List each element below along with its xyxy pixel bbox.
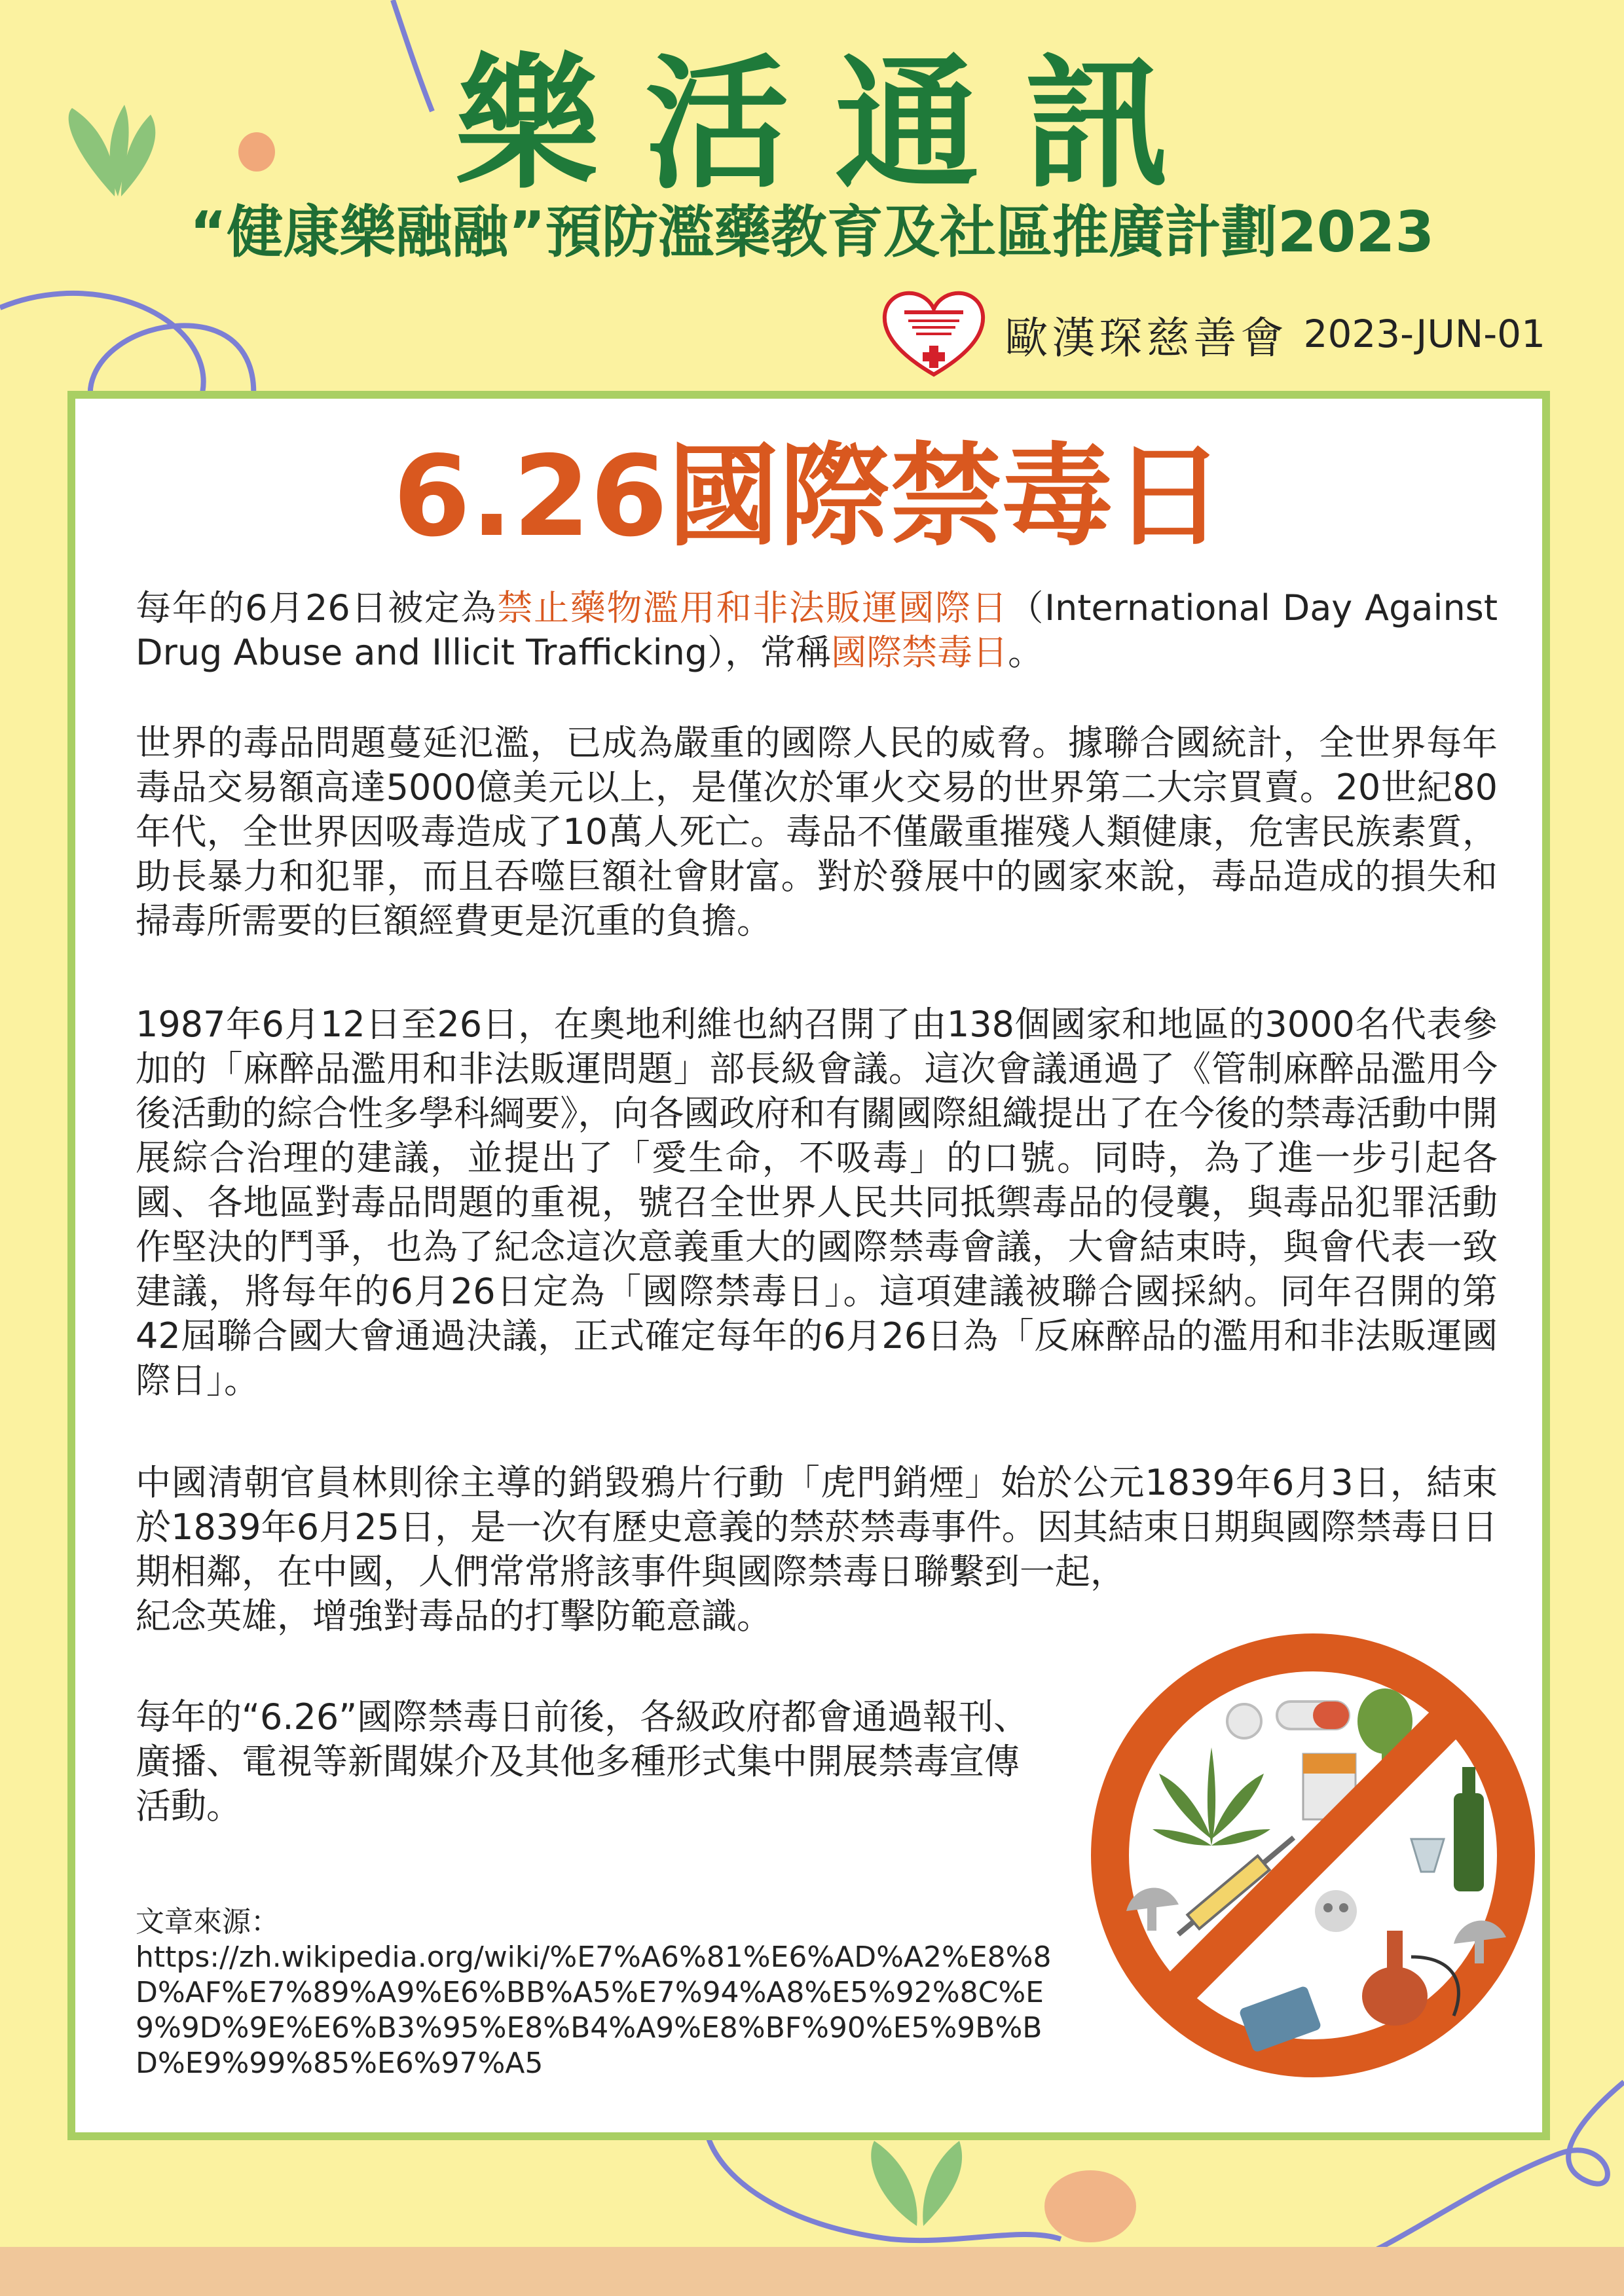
paragraph-3: 1987年6月12日至26日，在奧地利維也納召開了由138個國家和地區的3000名代表參加的「麻醉品濫用和非法販運問題」部長級會議。這次會議通過了《管制麻醉品濫用今後活動的綜合性多學科綱要》，向各國政府和有關國際組織提出了在今後的禁毒活動中開展綜合治理的建議，並提出了「愛生命，不吸毒」的口號。同時，為了進一步引起各國、各地區對毒品問題的重視，號召全世界人民共同抵禦毒品的侵襲，與毒品犯罪活動作堅決的鬥爭，也為了紀念這次意義重大的國際禁毒會議，大會結束時，與會代表一致建議，將每年的6月26日定為「國際禁毒日」。這項建議被聯合國採納。同年召開的第42屆聯合國大會通過決議，正式確定每年的6月26日為「反麻醉品的濫用和非法販運國際日」。 [136,1004,1498,1401]
p4-text-b: 紀念英雄，增強對毒品的打擊防範意識。 [136,1595,772,1637]
issue-date: 2023-JUN-01 [1303,312,1545,356]
paragraph-4 [136,1461,1498,1639]
p1-text-a: 每年的6月26日被定為 [136,587,498,629]
p1-highlight-day-name: 禁止藥物濫用和非法販運國際日 [497,587,1008,629]
paragraph-1 [136,586,1498,675]
source-url: https://zh.wikipedia.org/wiki/%E7%A6%81%E6%AD%A2%E8%8D%AF%E7%89%A9%E6%BB%A5%E7%94%A8%E5%92%8C%E9%9D%9E%E6%B3%95%E8%B4%A9%E8%BF%90%E5%9B%BD%E9%99%85%E6%97%A5 [136,1941,1052,2080]
newsletter-title: 樂活通訊 [454,41,1215,208]
p1-highlight-short-name: 國際禁毒日 [831,632,1008,673]
no-drugs-icon [1087,1630,1539,2081]
paragraph-2: 世界的毒品問題蔓延氾濫，已成為嚴重的國際人民的威脅。據聯合國統計，全世界每年毒品交易額高達5000億美元以上，是僅次於軍火交易的世界第二大宗買賣。20世紀80年代，全世界因吸毒造成了10萬人死亡。毒品不僅嚴重摧殘人類健康，危害民族素質，助長暴力和犯罪，而且吞噬巨額社會財富。對於發展中的國家來說，毒品造成的損失和掃毒所需要的巨額經費更是沉重的負擔。 [136,722,1498,941]
organization-line [878,288,1545,380]
heart-cross-logo-icon [878,288,989,380]
paragraph-5: 每年的“6.26”國際禁毒日前後，各級政府都會通過報刊、廣播、電視等新聞媒介及其他多種形式集中開展禁毒宣傳活動。 [136,1696,1029,1827]
source-citation [136,1904,1052,2081]
source-label: 文章來源： [136,1905,280,1939]
organization-name: 歐漢琛慈善會 [1005,312,1288,363]
program-subtitle: “健康樂融融”預防濫藥教育及社區推廣計劃2023 [189,200,1435,265]
p4-text-a: 中國清朝官員林則徐主導的銷毀鴉片行動「虎門銷煙」始於公元1839年6月3日，結束於1839年6月25日，是一次有歷史意義的禁菸禁毒事件。因其結束日期與國際禁毒日日期相鄰，在中國，人們常常將該事件與國際禁毒日聯繫到一起， [136,1462,1498,1592]
p1-text-c: （International Day Against Drug Abuse and Illicit Trafficking），常稱 [136,587,1498,673]
article-box [67,391,1550,2140]
p1-text-e: 。 [1008,632,1044,673]
article-title: 6.26國際禁毒日 [393,432,1225,562]
